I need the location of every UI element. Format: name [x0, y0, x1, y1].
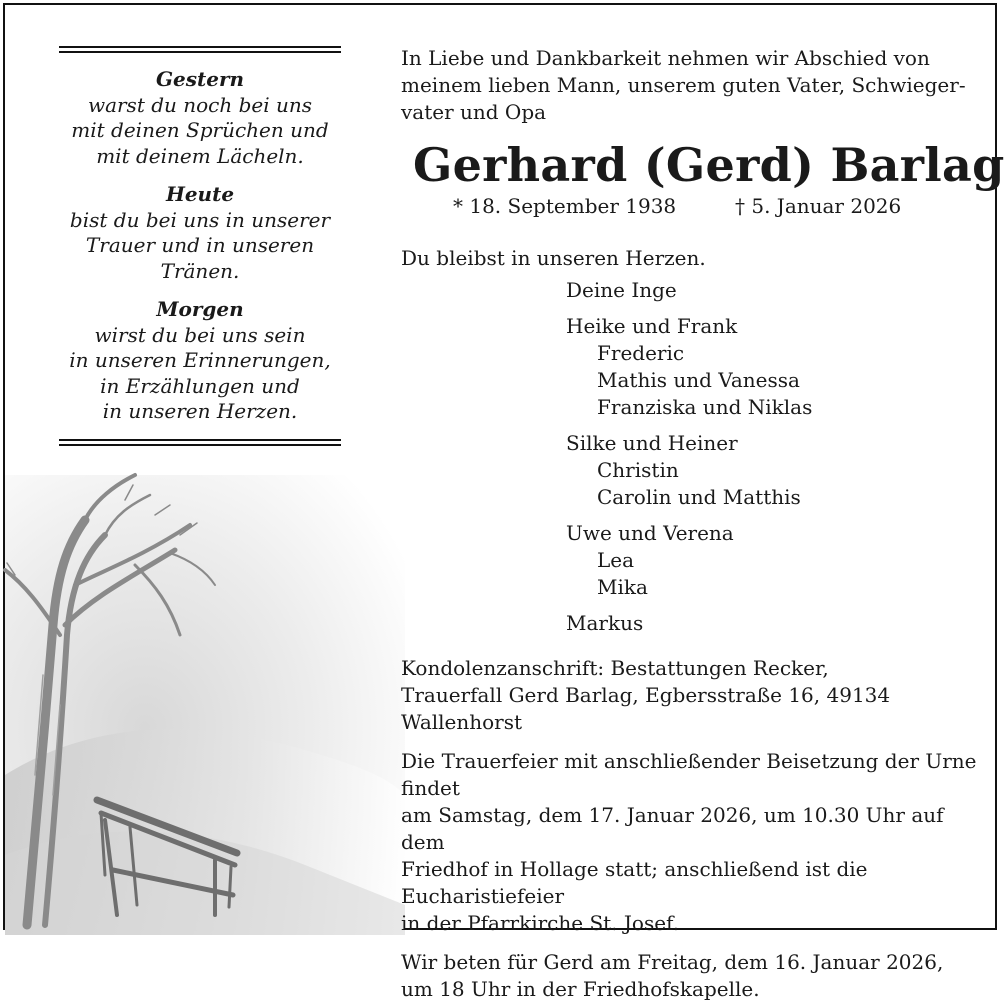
deceased-name: Gerhard (Gerd) Barlag — [413, 138, 1005, 192]
tree-bench-illustration — [5, 475, 405, 935]
address-line: Trauerfall Gerd Barlag, Egbersstraße 16, 49134 Wallenhorst — [401, 683, 891, 734]
ceremony-text — [401, 748, 981, 937]
family-group — [566, 520, 981, 601]
main-text — [401, 45, 1005, 1003]
family-child: Mathis und Vanessa — [597, 368, 800, 392]
condolence-address — [401, 655, 981, 736]
address-line: Kondolenzanschrift: Bestattungen Recker, — [401, 656, 829, 680]
family-child: Frederic — [597, 341, 685, 365]
ceremony-line: in der Pfarrkirche St. Josef. — [401, 911, 680, 935]
family-list — [566, 277, 981, 637]
family-group — [566, 313, 981, 421]
ceremony-line: am Samstag, dem 17. Januar 2026, um 10.30 Uhr auf dem — [401, 803, 944, 854]
family-member: Markus — [566, 611, 644, 635]
family-member: Silke und Heiner — [566, 431, 738, 455]
family-group — [566, 430, 981, 511]
closing-line: Du bleibst in unseren Herzen. — [401, 246, 706, 270]
prayer-text — [401, 949, 981, 1003]
intro-line: vater und Opa — [401, 100, 547, 124]
life-dates — [401, 193, 981, 223]
death-date: † 5. Januar 2026 — [735, 194, 902, 218]
ceremony-line: Die Trauerfeier mit anschließender Beisetzung der Urne findet — [401, 749, 977, 800]
stanza-line: mit deinem Lächeln. — [96, 143, 304, 168]
poem-stanza — [59, 297, 341, 425]
birth-date: * 18. September 1938 — [453, 194, 677, 218]
stanza-line: in unseren Erinnerungen, — [69, 348, 331, 372]
intro-line: In Liebe und Dankbarkeit nehmen wir Abschied von — [401, 46, 930, 70]
family-child: Lea — [597, 548, 635, 572]
family-member: Uwe und Verena — [566, 521, 734, 545]
stanza-heading: Gestern — [155, 67, 245, 91]
prayer-line: um 18 Uhr in der Friedhofskapelle. — [401, 977, 760, 1001]
family-child: Mika — [597, 575, 648, 599]
poem-top-rule — [59, 46, 341, 53]
stanza-heading: Morgen — [156, 297, 244, 321]
stanza-line: warst du noch bei uns — [87, 92, 313, 117]
family-group — [566, 277, 981, 304]
poem-bottom-rule — [59, 439, 341, 446]
intro-text — [401, 45, 981, 126]
obituary-frame — [3, 3, 1005, 1001]
stanza-line: wirst du bei uns sein — [94, 322, 306, 347]
stanza-line: Trauer und in unseren Tränen. — [85, 233, 315, 283]
family-child: Franziska und Niklas — [597, 395, 813, 419]
family-group — [566, 610, 981, 637]
prayer-line: Wir beten für Gerd am Freitag, dem 16. Januar 2026, — [401, 950, 944, 974]
stanza-line: in Erzählungen und — [100, 373, 300, 398]
stanza-line: bist du bei uns in unserer — [69, 207, 331, 232]
poem-box — [59, 46, 341, 446]
poem-stanza — [59, 67, 341, 169]
family-child: Carolin und Matthis — [597, 485, 801, 509]
stanza-heading: Heute — [165, 182, 235, 206]
ceremony-line: Friedhof in Hollage statt; anschließend ist die Eucharistiefeier — [401, 857, 868, 908]
poem-stanza — [59, 182, 341, 284]
family-member: Deine Inge — [566, 278, 677, 302]
intro-line: meinem lieben Mann, unserem guten Vater, Schwieger- — [401, 73, 966, 97]
stanza-line: mit deinen Sprüchen und — [71, 118, 329, 142]
family-child: Christin — [597, 458, 679, 482]
family-member: Heike und Frank — [566, 314, 738, 338]
stanza-line: in unseren Herzen. — [102, 399, 298, 423]
